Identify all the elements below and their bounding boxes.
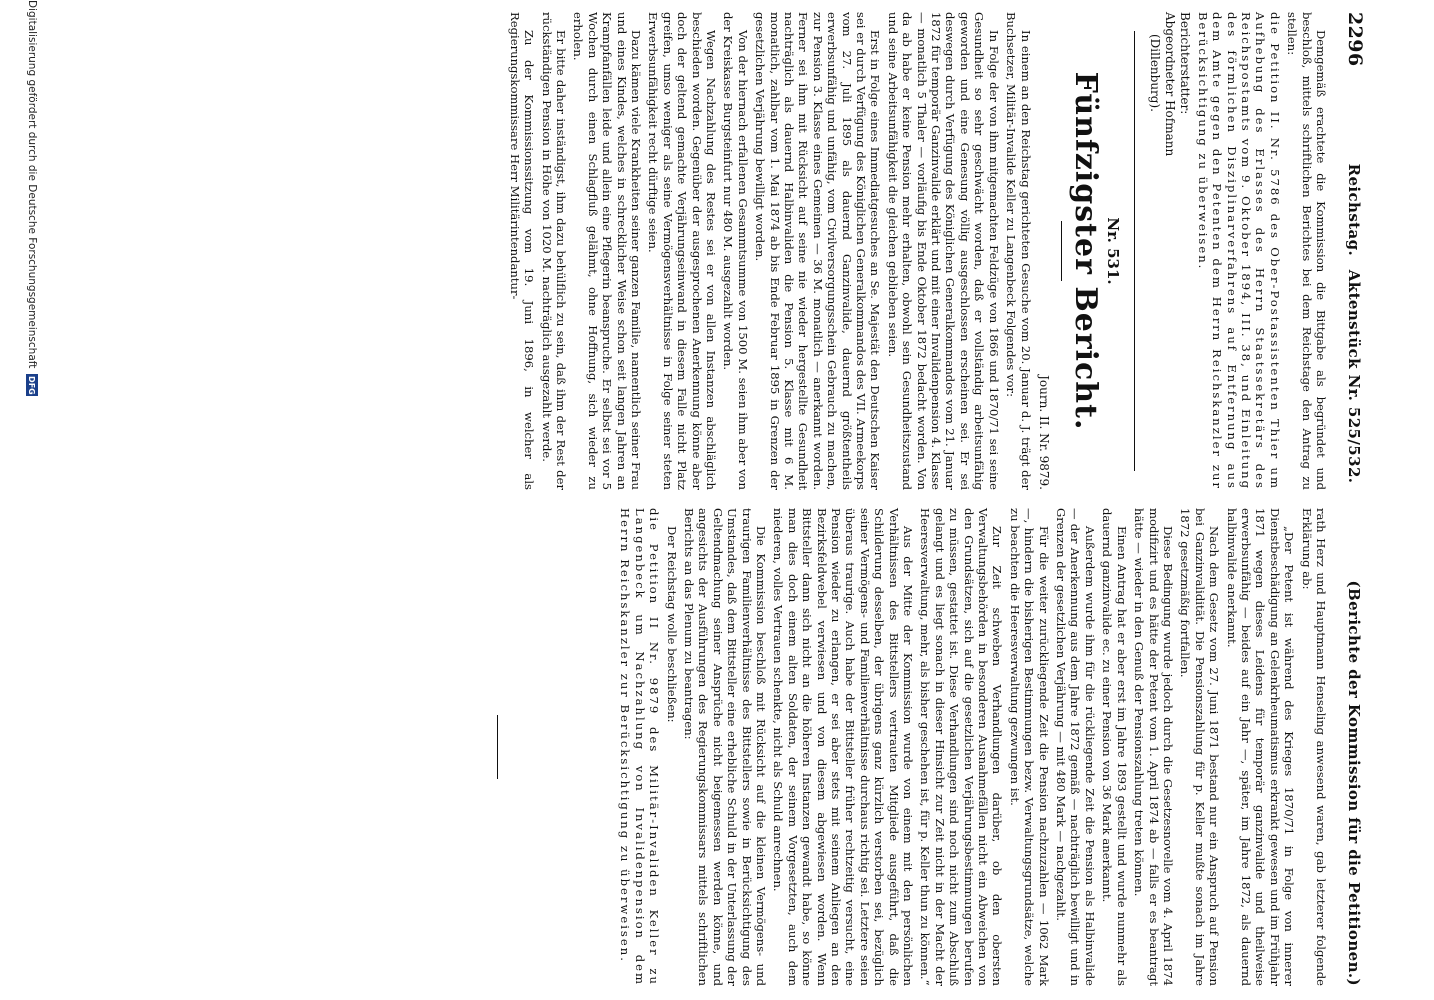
paragraph: Von der hiernach erfallenen Gesammtsumme von 1500 M. seien ihm aber von der Kreiskasse Burgsteinfurt nur 480 M. ausgezahlt worden. bbox=[721, 12, 750, 490]
paragraph: „Der Petent ist während des Krieges 1870/71 in Folge von innerer Dienstbeschädigung an Gelenkrheumatismus erkrankt gewesen und im Frühjahr 1871 wegen dieses Leidens für temporär ganzinvalide und theilweise erwerbsunfähig — beides auf ein Jahr —, später, im Jahre 1872, als dauernd halbinvalide anerkannt. bbox=[1224, 508, 1297, 986]
paragraph: Einen Antrag hat er aber erst im Jahre 1893 gestellt und wurde nunmehr als dauernd ganzinvalide ec. zu einer Pension von 36 Mark anerkannt. bbox=[1100, 508, 1129, 986]
paragraph: Zur Zeit schweben Verhandlungen darüber, ob den obersten Verwaltungsbehörden in besonderen Ausnahmefällen nicht ein Abweichen von den Grundsätzen, sich auf die gesetzlichen Verjährungsbestimmungen berufen zu müssen, gestattet ist. Diese Verhandlungen sind noch nicht zum Abschluß gelangt und es liegt sonach in dieser Hinsicht zur Zeit nicht in der Macht der Heeresverwaltung, mehr, als bisher geschehen ist, für p. Keller thun zu können.“ bbox=[918, 508, 1005, 986]
journal-reference: Journ. II. Nr. 9879. bbox=[1036, 375, 1051, 490]
header-center bbox=[1345, 160, 1363, 488]
paragraph: Die Kommission beschloß mit Rücksicht auf die kleinen Vermögens- und traurigen Familienverhältnisse des Bittstellers sowie in Berücksichtigung des Umstandes, daß dem Bittsteller eine erhebliche Schuld in der Unterlassung der Geltendmachung seiner Ansprüche nicht beigemessen werden könne, und angesichts der Ausführungen des Regierungskommissars mittels schriftlichen Berichts an das Plenum zu beantragen: bbox=[681, 508, 768, 986]
paragraph: Er bitte daher inständigst, ihm dazu behülflich zu sein, daß ihm der Rest der rückständigen Pension in Höhe von 1020 M. nachträglich ausgezahlt werde. bbox=[539, 12, 568, 490]
paragraph: Für die weiter zurückliegende Zeit die Pension nachzuzahlen — 1062 Mark —, hindern die bisherigen Bestimmungen bezw. Verwaltungsgrundsätze, welche zu beachten die Heeresverwaltung gezwungen ist. bbox=[1007, 508, 1051, 986]
paragraph: Aus der Mitte der Kommission wurde von einem mit den persönlichen Verhältnissen des Bittstellers vertrauten Mitgliede ausgeführt, daß die Schilderung desselben, der übrigens ganz kürzlich verstorben sei, bezüglich seiner Vermögens- und Familienverhältnisse durchaus richtig sei. Letztere seien überaus traurige. Auch habe der Bittsteller früher rechtzeitig versucht, eine Pension wieder zu erlangen, er sei aber stets mit seinem Anliegen an den Bezirksfeldwebel verwiesen und von diesem abgewiesen worden. Wenn Bittsteller dann sich nicht an die höheren Instanzen gewandt habe, so könne man dies doch einem alten Soldaten, der seinem Vorgesetzten, auch dem niederen, volles Vertrauen schenkte, nicht als Schuld anrechnen. bbox=[771, 508, 916, 986]
paragraph: rath Herz und Hauptmann Henseling anwesend waren, gab letzterer folgende Erklärung ab: bbox=[1299, 508, 1328, 986]
footer-text: Digitalisierung gefördert durch die Deutsche Forschungsgemeinschaft bbox=[26, 0, 38, 369]
report-number: Nr. 531. bbox=[1104, 217, 1123, 285]
paragraph: Diese Bedingung wurde jedoch durch die Gesetzesnovelle vom 4. April 1874 modifizirt und es hätte der Petent vom 1. April 1874 ab — falls er es beantragt hätte — wieder in den Genuß der Pensionszahlung treten können. bbox=[1132, 508, 1175, 986]
title-rule bbox=[1061, 221, 1062, 281]
dfg-logo: DFG bbox=[27, 376, 37, 395]
paragraph: Nach dem Gesetz vom 27. Juni 1871 bestand nur ein Anspruch auf Pension bei Ganzinvalidität. Die Pensionszahlung für p. Keller mußte sonach im Jahre 1872 gesetzmäßig fortfallen. bbox=[1178, 508, 1222, 986]
left-column bbox=[504, 12, 1328, 490]
petition-request: die Petition II. Nr. 5786 des Ober-Postassistenten Thier um Aufhebung des Erlasses des Herrn Staatssekretärs des Reichspostamts vom 9. Oktober 1894, III. 38, und Einleitung des förmlichen Disziplinarverfahrens auf Entfernung aus dem Amte gegen den Petenten dem Herrn Reichskanzler zur Berücksichtigung zu überweisen. bbox=[1195, 12, 1282, 490]
paragraph: Dazu kämen viele Krankheiten seiner ganzen Familie, namentlich seiner Frau und eines Kindes, welches in schrecklicher Weise schon seit langen Jahren an Krampfanfällen leide und allein eine Pflegerin beanspruche. Er selbst sei vor 5 Wochen durch einen Schlagfluß gelähmt, ohne Hoffnung, sich wieder zu erholen. bbox=[571, 12, 643, 490]
paragraph: Außerdem wurde ihm für die rückliegende Zeit die Pension als Halbinvalide — der Anerkennung aus dem Jahre 1872 gemäß — nachträglich bewilligt und in Grenzen der gesetzlichen Verjährung — mit 480 Mark — nachgezahlt. bbox=[1054, 508, 1097, 986]
header-section: (Berichte der Kommission für die Petitionen.) bbox=[1345, 580, 1363, 986]
paragraph: In einem an den Reichstag gerichteten Gesuche vom 20. Januar d. J. trägt der Buchsetzer, Militär-Invalide Keller zu Langenbeck Folgendes vor: bbox=[1004, 12, 1033, 490]
section-divider bbox=[1134, 31, 1135, 471]
paragraph: Der Reichstag wolle beschließen: bbox=[664, 526, 679, 723]
reporter-place: (Dillenburg). bbox=[1148, 34, 1163, 112]
end-rule bbox=[497, 715, 498, 779]
reporter-name: Abgeordneter Hofmann bbox=[1163, 12, 1178, 157]
header-file-ref: Aktenstück Nr. 525/532. bbox=[1345, 269, 1363, 484]
petition-request: die Petition II Nr. 9879 des Militär-Invaliden Keller zu Langenbeck um Nachzahlung von Invalidenpension dem Herrn Reichskanzler zur Berücksichtigung zu überweisen. bbox=[618, 508, 662, 986]
paragraph: In Folge der von ihm mitgemachten Feldzüge von 1866 und 1870/71 sei seine Gesundheit so sehr geschwächt worden, daß er vollständig arbeitsunfähig geworden und eine Genesung völlig ausgeschlossen erscheinen sei. Er sei deswegen durch Verfügung des Königlichen Generalkommandos vom 21. Januar 1872 für temporär Ganzinvalide erklärt und mit einer Invalidenpension 4. Klasse — monatlich 5 Thaler — vorläufig bis Ende Oktober 1872 bedacht worden. Von da ab habe er keine Pension mehr erhalten, obwohl sein Gesundheitszustand und seine Arbeitsunfähigkeit die gleichen geblieben seien. bbox=[885, 12, 1001, 490]
paragraph: Wegen Nachzahlung des Restes sei er von allen Instanzen abschläglich beschieden worden. Gegenüber der ausgesprochenen Anerkennung könne aber doch der geltend gemachte Verjährungseinwand in diesem Falle nicht Platz greifen, umso weniger als seine Vermögensverhältnisse in Folge seiner steten Erwerbsunfähigkeit recht dürftige seien. bbox=[646, 12, 718, 490]
reporter-label: Berichterstatter: bbox=[1178, 12, 1193, 115]
paragraph: Zu der Kommissionssitzung vom 19. Juni 1896, in welcher als Regierungskommissare Herr Militärintendantur- bbox=[507, 12, 537, 490]
journal-line bbox=[1037, 12, 1051, 490]
page-number: 2296 bbox=[1344, 12, 1366, 67]
header-chamber: Reichstag. bbox=[1345, 163, 1363, 257]
report-title: Fünfzigster Bericht. bbox=[1067, 71, 1103, 431]
paragraph: Demgemäß erachtete die Kommission die Bittgabe als begründet und beschloß, mittels schriftlichen Berichtes bei dem Reichstage den Antrag zu stellen: bbox=[1285, 12, 1328, 490]
page-header bbox=[1340, 12, 1366, 986]
digitization-note bbox=[26, 0, 38, 1000]
right-column bbox=[497, 508, 1328, 986]
reporter-block bbox=[1147, 12, 1192, 490]
paragraph: Erst in Folge eines Immediatgesuches an Se. Majestät den Deutschen Kaiser sei er durch Verfügung des Königlichen Generalkommandos des VII. Armeekorps vom 27. Juli 1895 als dauernd Ganzinvalide, dauernd größtentheils erwerbsunfähig und unfähig, vom Civilversorgungsschein Gebrauch zu machen, zur Pension 3. Klasse eines Gemeinen — 36 M. monatlich — anerkannt worden. Ferner sei ihm mit Rücksicht auf seine nie wieder hergestellte Gesundheit nachträglich als dauernd Halbinvaliden die Pension 5. Klasse mit 6 M. monatlich, zahlbar vom 1. Mai 1874 ab bis Ende Februar 1895 in Grenzen der gesetzlichen Verjährung bewilligt worden. bbox=[753, 12, 883, 490]
